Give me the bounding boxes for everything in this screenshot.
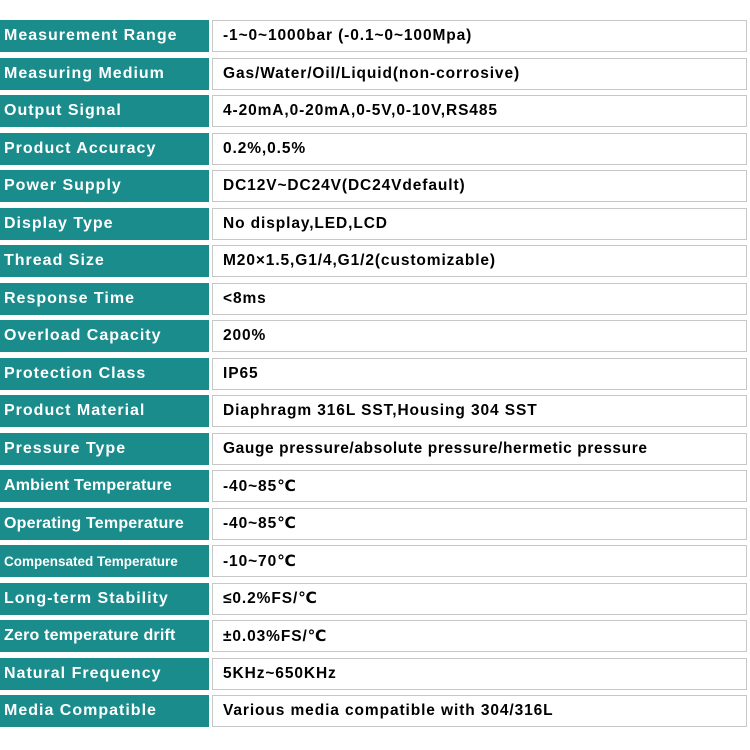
spec-label: Media Compatible xyxy=(0,695,209,727)
spec-label: Zero temperature drift xyxy=(0,620,209,652)
spec-label: Product Material xyxy=(0,395,209,427)
spec-row-measurement-range xyxy=(0,19,750,57)
spec-row-display-type xyxy=(0,207,750,245)
spec-row-power-supply xyxy=(0,169,750,207)
spec-label: Display Type xyxy=(0,208,209,240)
spec-row-zero-temperature-drift xyxy=(0,619,750,657)
spec-value: ±0.03%FS/℃ xyxy=(212,620,747,652)
spec-row-thread-size xyxy=(0,244,750,282)
spec-label: Compensated Temperature xyxy=(0,545,209,577)
spec-row-measuring-medium xyxy=(0,57,750,95)
spec-value: IP65 xyxy=(212,358,747,390)
spec-label: Ambient Temperature xyxy=(0,470,209,502)
spec-label: Measuring Medium xyxy=(0,58,209,90)
spec-label: Product Accuracy xyxy=(0,133,209,165)
spec-label: Operating Temperature xyxy=(0,508,209,540)
spec-row-protection-class xyxy=(0,357,750,395)
spec-value: -1~0~1000bar (-0.1~0~100Mpa) xyxy=(212,20,747,52)
spec-label: Long-term Stability xyxy=(0,583,209,615)
spec-label: Thread Size xyxy=(0,245,209,277)
spec-label: Pressure Type xyxy=(0,433,209,465)
spec-row-ambient-temperature xyxy=(0,469,750,507)
spec-label: Protection Class xyxy=(0,358,209,390)
spec-row-output-signal xyxy=(0,94,750,132)
spec-value: -40~85℃ xyxy=(212,508,747,540)
spec-value: Various media compatible with 304/316L xyxy=(212,695,747,727)
spec-label: Response Time xyxy=(0,283,209,315)
spec-value: 5KHz~650KHz xyxy=(212,658,747,690)
spec-value: -10~70℃ xyxy=(212,545,747,577)
spec-value: 4-20mA,0-20mA,0-5V,0-10V,RS485 xyxy=(212,95,747,127)
spec-value: Gas/Water/Oil/Liquid(non-corrosive) xyxy=(212,58,747,90)
spec-label: Natural Frequency xyxy=(0,658,209,690)
spec-value: Gauge pressure/absolute pressure/hermetic pressure xyxy=(212,433,747,465)
spec-value: <8ms xyxy=(212,283,747,315)
spec-row-overload-capacity xyxy=(0,319,750,357)
spec-value: 200% xyxy=(212,320,747,352)
spec-row-compensated-temperature xyxy=(0,544,750,582)
spec-row-product-material xyxy=(0,394,750,432)
spec-value: Diaphragm 316L SST,Housing 304 SST xyxy=(212,395,747,427)
spec-label: Measurement Range xyxy=(0,20,209,52)
spec-row-product-accuracy xyxy=(0,132,750,170)
spec-label: Power Supply xyxy=(0,170,209,202)
spec-row-response-time xyxy=(0,282,750,320)
spec-label: Output Signal xyxy=(0,95,209,127)
spec-row-media-compatible xyxy=(0,694,750,732)
spec-value: 0.2%,0.5% xyxy=(212,133,747,165)
spec-value: -40~85℃ xyxy=(212,470,747,502)
spec-value: M20×1.5,G1/4,G1/2(customizable) xyxy=(212,245,747,277)
spec-value: DC12V~DC24V(DC24Vdefault) xyxy=(212,170,747,202)
spec-row-pressure-type xyxy=(0,432,750,470)
spec-value: No display,LED,LCD xyxy=(212,208,747,240)
spec-value: ≤0.2%FS/℃ xyxy=(212,583,747,615)
spec-label: Overload Capacity xyxy=(0,320,209,352)
spec-row-long-term-stability xyxy=(0,582,750,620)
spec-row-natural-frequency xyxy=(0,657,750,695)
spec-row-operating-temperature xyxy=(0,507,750,545)
